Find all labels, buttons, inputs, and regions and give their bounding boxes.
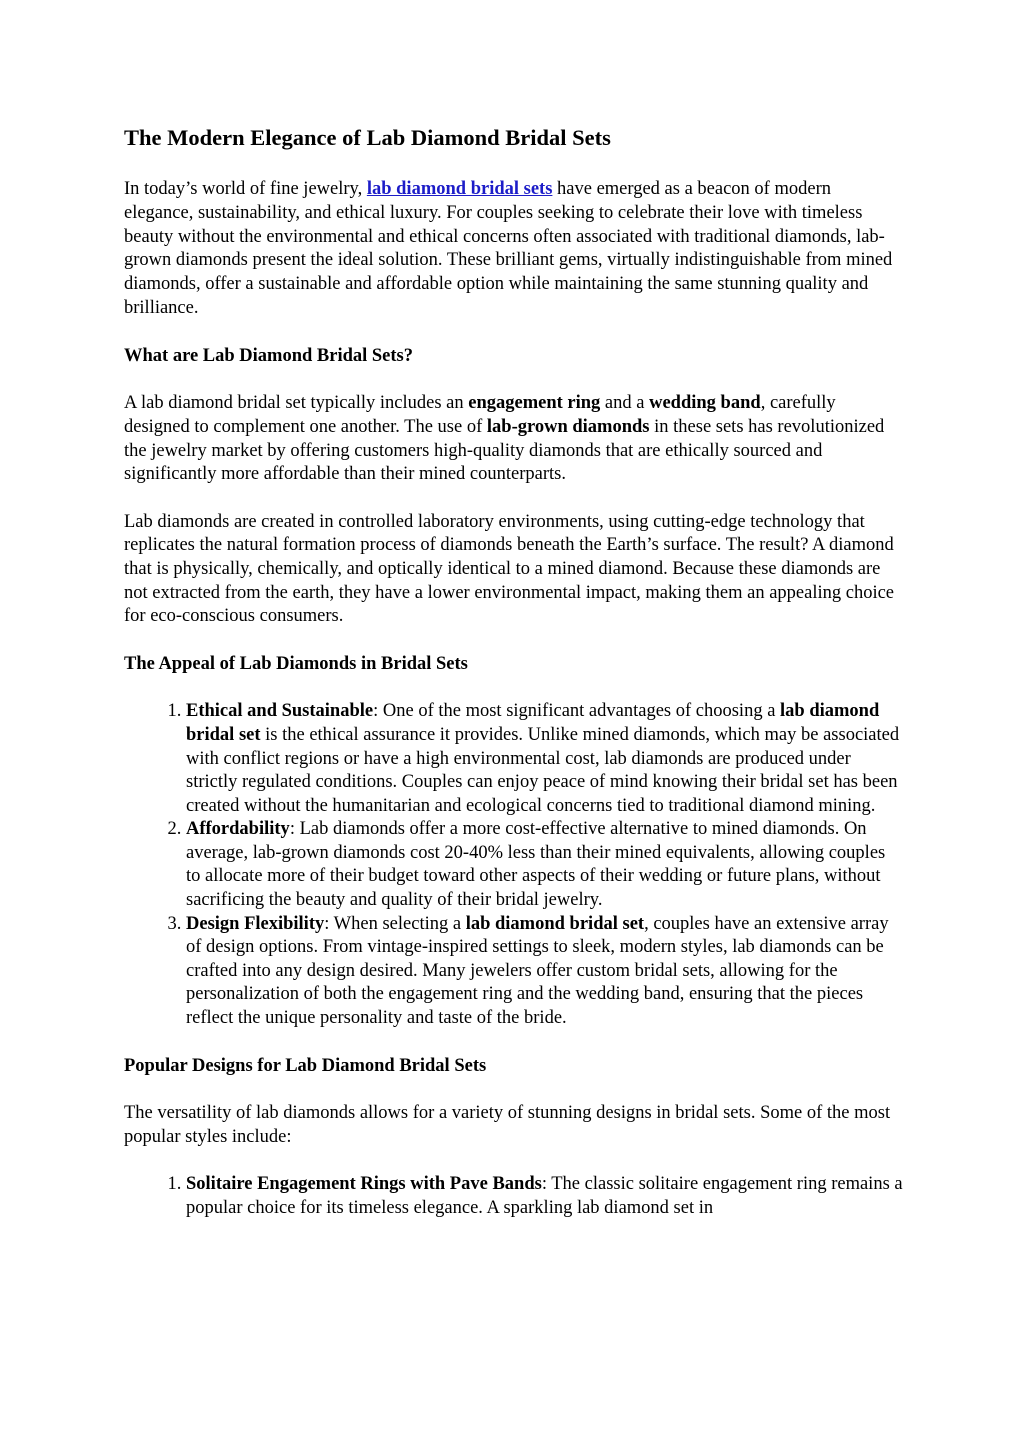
popular-designs-list bbox=[124, 1173, 904, 1220]
page-title: The Modern Elegance of Lab Diamond Bridal Sets bbox=[124, 125, 611, 150]
list-item-solitaire bbox=[186, 1173, 904, 1220]
appeal-list bbox=[124, 700, 904, 1030]
bold-lab-grown-diamonds: lab-grown diamonds bbox=[486, 416, 650, 437]
text-span: : Lab diamonds offer a more cost-effective alternative to mined diamonds. On average, lab-grown diamonds cost 20-40% less than their mined equivalents, allowing couples to allocate more of their budget toward other aspects of their wedding or future plans, without sacrificing the beauty and quality of their bridal jewelry. bbox=[186, 819, 886, 911]
intro-text-after: have emerged as a beacon of modern elegance, sustainability, and ethical luxury. For couples seeking to celebrate their love with timeless beauty without the environmental and ethical concerns often associated with traditional diamonds, lab-grown diamonds present the ideal solution. These brilliant gems, virtually indistinguishable from mined diamonds, offer a sustainable and affordable option while maintaining the same stunning quality and brilliance. bbox=[124, 179, 893, 318]
section-heading-appeal: The Appeal of Lab Diamonds in Bridal Sets bbox=[124, 653, 468, 674]
text-span: A lab diamond bridal set typically includes an bbox=[124, 393, 469, 414]
text-span: , couples have an extensive array of design options. From vintage-inspired settings to sleek, modern styles, lab diamonds can be crafted into any design desired. Many jewelers offer custom bridal sets, allowing for the personalization of both the engagement ring and the wedding band, ensuring that the pieces reflect the unique personality and taste of the bride. bbox=[186, 913, 889, 1029]
bold-lab-diamond-bridal-set: lab diamond bridal set bbox=[186, 701, 880, 745]
list-item-affordability bbox=[186, 818, 904, 912]
intro-paragraph bbox=[124, 178, 904, 321]
list-item-title: Ethical and Sustainable bbox=[186, 701, 374, 722]
text-span: : The classic solitaire engagement ring remains a popular choice for its timeless elegance. A sparkling lab diamond set in bbox=[186, 1174, 903, 1218]
bold-wedding-band: wedding band bbox=[649, 393, 761, 414]
text-span: and a bbox=[600, 393, 650, 414]
list-item-ethical bbox=[186, 700, 904, 818]
text-span: , carefully designed to complement one another. The use of bbox=[124, 393, 836, 437]
section3-paragraph-1: The versatility of lab diamonds allows for a variety of stunning designs in bridal sets. Some of the most popular styles include: bbox=[124, 1103, 891, 1147]
section-heading-what-are: What are Lab Diamond Bridal Sets? bbox=[124, 345, 414, 366]
list-item-title: Solitaire Engagement Rings with Pave Bands bbox=[186, 1174, 542, 1195]
text-span: : When selecting a bbox=[324, 913, 466, 934]
text-span: is the ethical assurance it provides. Unlike mined diamonds, which may be associated with conflict regions or have a high environmental cost, lab diamonds are produced under strictly regulated conditions. Couples can enjoy peace of mind knowing their bridal set has been created without the humanitarian and ecological concerns tied to traditional diamond mining. bbox=[186, 724, 900, 816]
document-page bbox=[124, 124, 904, 1245]
list-item-title: Design Flexibility bbox=[186, 913, 325, 934]
text-span: : One of the most significant advantages of choosing a bbox=[373, 701, 781, 722]
bold-lab-diamond-bridal-set: lab diamond bridal set bbox=[465, 913, 645, 934]
intro-text-before: In today’s world of fine jewelry, bbox=[124, 179, 367, 199]
section1-paragraph-1 bbox=[124, 392, 904, 486]
bold-engagement-ring: engagement ring bbox=[468, 393, 601, 414]
section1-paragraph-2: Lab diamonds are created in controlled laboratory environments, using cutting-edge technology that replicates the natural formation process of diamonds beneath the Earth’s surface. The result? A diamond that is physically, chemically, and optically identical to a mined diamond. Because these diamonds are not extracted from the earth, they have a lower environmental impact, making them an appealing choice for eco-conscious consumers. bbox=[124, 511, 895, 627]
list-item-title: Affordability bbox=[186, 819, 290, 840]
text-span: in these sets has revolutionized the jewelry market by offering customers high-quality diamonds that are ethically sourced and significantly more affordable than their mined counterparts. bbox=[124, 416, 885, 485]
list-item-design-flexibility bbox=[186, 913, 904, 1031]
lab-diamond-bridal-sets-link[interactable]: lab diamond bridal sets bbox=[366, 179, 553, 199]
section-heading-popular-designs: Popular Designs for Lab Diamond Bridal Sets bbox=[124, 1055, 487, 1076]
